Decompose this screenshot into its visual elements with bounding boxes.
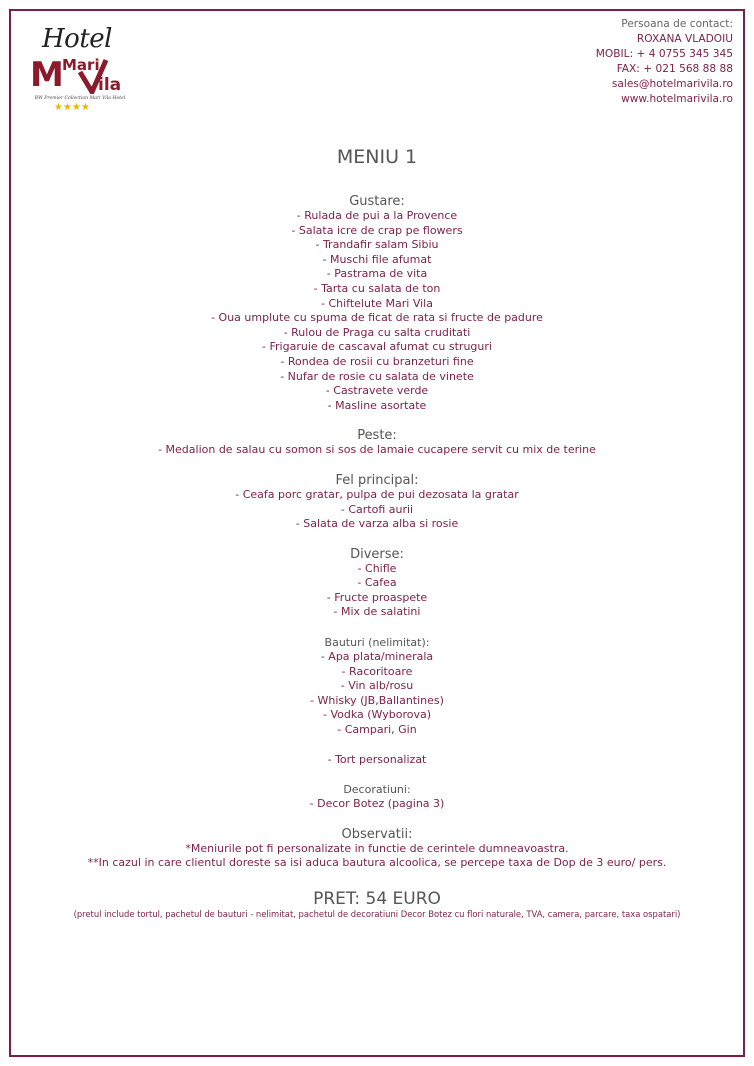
menu-item: - Apa plata/minerala	[320, 650, 434, 664]
menu-item: - Salata icre de crap pe flowers	[291, 223, 463, 237]
logo-hotel-text: Hotel	[42, 24, 112, 54]
menu-item: - Rulada de pui a la Provence	[296, 209, 458, 222]
svg-text:M: M	[30, 55, 64, 94]
menu-item: - Decor Botez (pagina 3)	[309, 797, 445, 811]
menu-item: - Campari, Gin	[337, 723, 417, 737]
menu-item: - Chiftelute Mari Vila	[321, 296, 433, 310]
list-decoratiuni	[0, 797, 754, 812]
list-observatii	[0, 842, 754, 871]
menu-item: - Vin alb/rosu	[340, 679, 414, 693]
menu-content	[0, 146, 754, 920]
logo-stars: ★★★★	[54, 102, 90, 113]
section-title-bauturi: Bauturi (nelimitat):	[324, 636, 430, 650]
menu-item: - Castravete verde	[325, 384, 429, 398]
list-gustare	[0, 209, 754, 413]
menu-item: - Fructe proaspete	[326, 590, 428, 604]
menu-item: - Frigaruie de cascaval afumat cu struguri	[262, 340, 492, 354]
menu-title: MENIU 1	[336, 146, 418, 168]
menu-item: - Chifle	[357, 561, 397, 575]
menu-item: - Racoritoare	[341, 664, 413, 678]
menu-item: **In cazul in care clientul doreste sa isi aduca bautura alcoolica, se percepe taxa de Dop de 3 euro/ pers.	[87, 856, 667, 870]
hotel-logo	[24, 24, 134, 116]
menu-item: - Masline asortate	[327, 398, 427, 412]
section-title-observatii: Observatii:	[341, 826, 413, 842]
contact-fax: FAX: + 021 568 88 88	[616, 63, 733, 75]
list-peste	[0, 443, 754, 458]
menu-item: - Ceafa porc gratar, pulpa de pui dezosata la gratar	[235, 487, 519, 501]
menu-item: - Cartofi aurii	[340, 502, 414, 516]
section-title-diverse: Diverse:	[350, 546, 404, 562]
menu-item: - Rulou de Praga cu salta cruditati	[283, 325, 471, 339]
menu-item: - Pastrama de vita	[326, 267, 428, 281]
list-fel-principal	[0, 488, 754, 532]
section-title-decoratiuni: Decoratiuni:	[343, 783, 411, 797]
item-tort: - Tort personalizat	[327, 752, 427, 766]
section-title-gustare: Gustare:	[349, 194, 405, 209]
menu-item: *Meniurile pot fi personalizate in functie de cerintele dumneavoastra.	[185, 841, 569, 855]
menu-item: - Oua umplute cu spuma de ficat de rata si fructe de padure	[211, 311, 543, 325]
menu-item: - Muschi file afumat	[322, 252, 432, 266]
contact-block	[596, 17, 733, 107]
menu-item: - Rondea de rosii cu branzeturi fine	[280, 354, 474, 368]
contact-email[interactable]: sales@hotelmarivila.ro	[611, 78, 733, 90]
contact-name: ROXANA VLADOIU	[636, 33, 733, 45]
price-note: (pretul include tortul, pachetul de bauturi - nelimitat, pachetul de decoratiuni Decor Botez cu flori naturale, TVA, camera, parcare, taxa ospatari)	[73, 909, 681, 919]
menu-item: - Vodka (Wyborova)	[322, 708, 431, 722]
contact-website[interactable]: www.hotelmarivila.ro	[621, 93, 733, 105]
logo-subtitle: BW Premier Collection Mari Vila Hotel	[34, 96, 126, 101]
price: PRET: 54 EURO	[313, 889, 441, 909]
logo-mari-vila-mark	[28, 52, 132, 94]
menu-item: - Salata de varza alba si rosie	[295, 517, 459, 531]
menu-item: - Medalion de salau cu somon si sos de lamaie cucapere servit cu mix de terine	[158, 443, 596, 457]
section-title-peste: Peste:	[357, 428, 397, 444]
list-bauturi	[0, 650, 754, 738]
menu-item: - Cafea	[357, 576, 397, 590]
list-diverse	[0, 562, 754, 620]
section-title-fel-principal: Fel principal:	[335, 472, 419, 488]
menu-item: - Tarta cu salata de ton	[313, 281, 441, 295]
svg-text:ila: ila	[98, 75, 122, 94]
contact-mobile: MOBIL: + 4 0755 345 345	[595, 48, 733, 60]
menu-item: - Trandafir salam Sibiu	[315, 238, 439, 252]
menu-item: - Nufar de rosie cu salata de vinete	[280, 369, 474, 383]
menu-item: - Whisky (JB,Ballantines)	[310, 693, 444, 707]
svg-text:Mari: Mari	[62, 56, 100, 74]
contact-label: Persoana de contact:	[621, 18, 733, 30]
menu-item: - Mix de salatini	[333, 605, 421, 619]
